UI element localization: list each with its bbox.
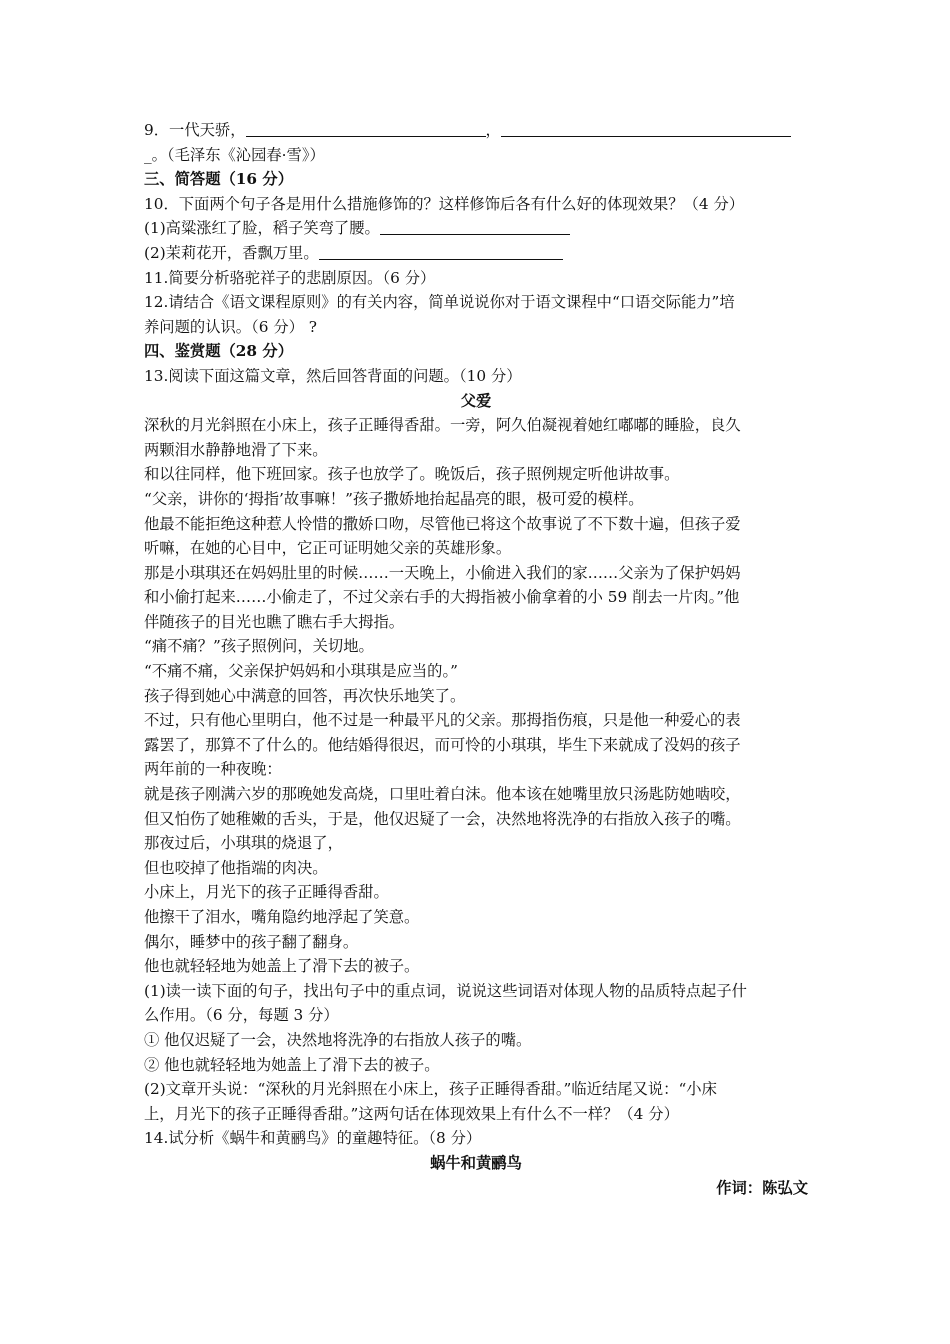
question-13-sub-line: ② 他也就轻轻地为她盖上了滑下去的被子。 — [144, 1055, 440, 1074]
article-line: 两年前的一种夜晚： — [144, 760, 282, 779]
question-14: 14.试分析《蜗牛和黄鹂鸟》的童趣特征。（8 分） — [144, 1129, 482, 1148]
article-line: 两颗泪水静静地滑了下来。 — [144, 440, 328, 459]
article-line: 但也咬掉了他指端的肉决。 — [144, 858, 328, 877]
question-9-line-1 — [144, 118, 808, 143]
article-line: 但又怕伤了她稚嫩的舌头，于是，他仅迟疑了一会，决然地将洗净的右指放入孩子的嘴。 — [144, 809, 741, 828]
article-line: 那是小琪琪还在妈妈肚里的时候……一天晚上，小偷进入我们的家……父亲为了保护妈妈 — [144, 563, 741, 582]
answer-blank-1[interactable] — [246, 119, 486, 137]
article-line: 和以往同样，他下班回家。孩子也放学了。晚饭后，孩子照例规定听他讲故事。 — [144, 465, 680, 484]
article-line: 不过，只有他心里明白，他不过是一种最平凡的父亲。那拇指伤痕，只是他一种爱心的表 — [144, 711, 741, 730]
question-10: 10．下面两个句子各是用什么措施修饰的？这样修饰后各有什么好的体现效果？（4 分） — [144, 194, 745, 213]
article-line: 就是孩子刚满六岁的那晚她发高烧，口里吐着白沫。他本该在她嘴里放只汤匙防她啮咬， — [144, 785, 741, 804]
article-line: 那夜过后，小琪琪的烧退了， — [144, 834, 343, 853]
question-9-source: 。（毛泽东《沁园春·雪》） — [151, 145, 325, 164]
article-line: 和小偷打起来……小偷走了，不过父亲右手的大拇指被小偷拿着的小 59 削去一片肉。”他 — [144, 588, 740, 607]
question-13-sub-line: (1)读一读下面的句子，找出句子中的重点词，说说这些词语对体现人物的品质特点起子什 — [144, 981, 747, 1000]
question-13-sub-line: 么作用。（6 分，每题 3 分） — [144, 1006, 339, 1025]
question-13-sub-line: 上，月光下的孩子正睡得香甜。”这两句话在体现效果上有什么不一样？（4 分） — [144, 1104, 679, 1123]
question-10-part-2-text: (2)茉莉花开，香飘万里。 — [144, 243, 319, 262]
article-line: 深秋的月光斜照在小床上，孩子正睡得香甜。一旁，阿久伯凝视着她红嘟嘟的睡脸，良久 — [144, 416, 741, 435]
answer-blank-4[interactable] — [319, 242, 563, 260]
question-11: 11.简要分析骆驼祥子的悲剧原因。（6 分） — [144, 268, 436, 287]
song-title: 蜗牛和黄鹂鸟 — [430, 1153, 522, 1172]
article-line: 伴随孩子的目光也瞧了瞧右手大拇指。 — [144, 612, 405, 631]
article-line: 小床上，月光下的孩子正睡得香甜。 — [144, 883, 389, 902]
question-13: 13.阅读下面这篇文章，然后回答背面的问题。（10 分） — [144, 366, 522, 385]
question-12-line-2: 养问题的认识。（6 分） ? — [144, 317, 317, 336]
article-line: 偶尔，睡梦中的孩子翻了翻身。 — [144, 932, 359, 951]
article-title: 父爱 — [460, 391, 492, 410]
article-line: 听嘛，在她的心目中，它正可证明她父亲的英雄形象。 — [144, 539, 512, 558]
article-line: 他最不能拒绝这种惹人怜惜的撒娇口吻，尽管他已将这个故事说了不下数十遍，但孩子爱 — [144, 514, 741, 533]
song-author: 作词：陈弘文 — [716, 1178, 808, 1197]
question-9-comma: ， — [485, 121, 501, 139]
article-line: “父亲，讲你的‘拇指’故事嘛！”孩子撒娇地抬起晶亮的眼，极可爱的模样。 — [144, 489, 644, 508]
article-line: 露罢了，那算不了什么的。他结婚得很迟，而可怜的小琪琪，毕生下来就成了没妈的孩子 — [144, 735, 741, 754]
question-9-line-2 — [144, 143, 808, 168]
section-3-heading: 三、简答题（16 分） — [144, 170, 293, 189]
exam-page — [144, 118, 808, 1200]
article-line: 他擦干了泪水，嘴角隐约地浮起了笑意。 — [144, 908, 420, 926]
question-10-part-1 — [144, 216, 808, 241]
question-12-line-1: 12.请结合《语文课程原则》的有关内容，简单说说你对于语文课程中“口语交际能力”培 — [144, 293, 735, 312]
question-13-sub-line: ① 他仅迟疑了一会，决然地将洗净的右指放人孩子的嘴。 — [144, 1030, 532, 1049]
question-10-part-1-text: (1)高粱涨红了脸，稻子笑弯了腰。 — [144, 219, 380, 238]
question-9-tail-mark: _ — [144, 145, 152, 164]
question-9-prefix: 9．一代天骄， — [144, 121, 246, 139]
answer-blank-2[interactable] — [501, 119, 791, 137]
question-13-sub-line: (2)文章开头说：“深秋的月光斜照在小床上，孩子正睡得香甜。”临近结尾又说：“小床 — [144, 1080, 717, 1099]
article-line: “痛不痛？”孩子照例问，关切地。 — [144, 637, 374, 656]
answer-blank-3[interactable] — [380, 217, 570, 235]
article-line: “不痛不痛，父亲保护妈妈和小琪琪是应当的。” — [144, 662, 458, 681]
section-4-heading: 四、鉴赏题（28 分） — [144, 342, 293, 361]
article-line: 孩子得到她心中满意的回答，再次快乐地笑了。 — [144, 686, 466, 705]
article-line: 他也就轻轻地为她盖上了滑下去的被子。 — [144, 957, 420, 976]
question-10-part-2 — [144, 241, 808, 266]
